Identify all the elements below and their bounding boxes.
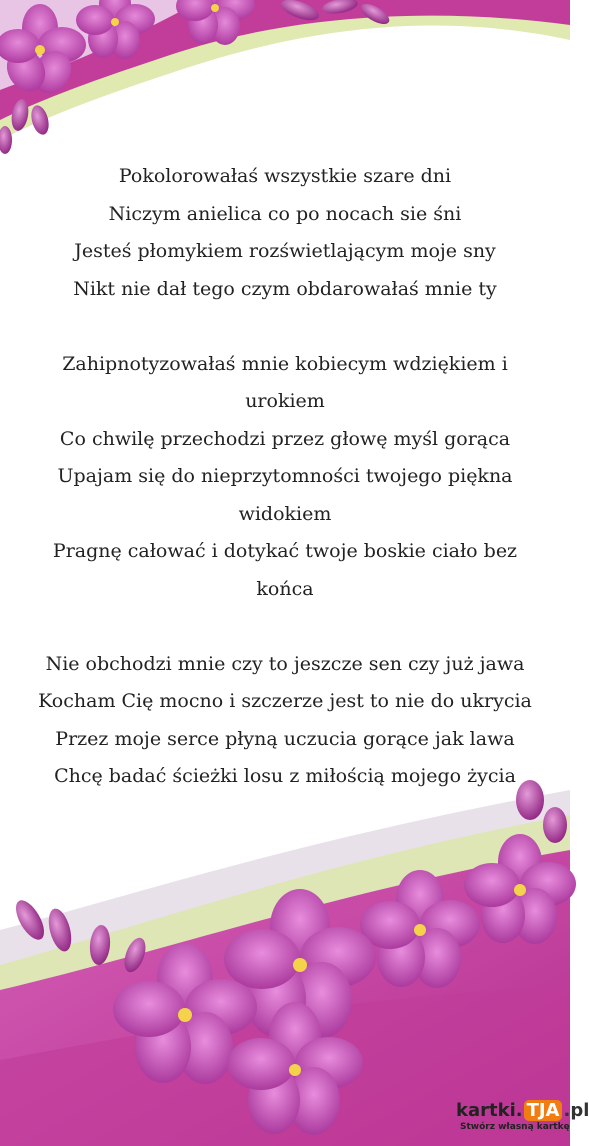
logo-tagline: Stwórz własną kartkę xyxy=(460,1122,570,1132)
stanza-1 xyxy=(0,158,570,308)
kartki-logo[interactable] xyxy=(456,1098,589,1138)
logo-wordmark xyxy=(456,1100,589,1121)
stanza-gap xyxy=(0,608,570,646)
poem-line: końca xyxy=(256,577,314,600)
poem-line: Co chwilę przechodzi przez głowę myśl gorąca xyxy=(59,427,511,450)
poem-line: Chcę badać ścieżki losu z miłością mojego życia xyxy=(54,765,516,787)
bottom-lilac-decoration xyxy=(0,770,570,1146)
logo-name-start: kartki. xyxy=(456,1100,523,1121)
poem-line: Kocham Cię mocno i szczerze jest to nie do ukrycia xyxy=(38,690,532,712)
poem-line: Nie obchodzi mnie czy to jeszcze sen czy już jawa xyxy=(45,652,525,675)
poem-line: Zahipnotyzowałaś mnie kobiecym wdziękiem i xyxy=(62,352,508,375)
poem-line: urokiem xyxy=(245,390,325,412)
logo-badge: TJA xyxy=(524,1100,563,1121)
stanza-gap xyxy=(0,308,570,346)
poem-line: Nikt nie dał tego czym obdarowałaś mnie ty xyxy=(73,277,497,300)
logo-tld: .pl xyxy=(563,1100,589,1121)
poem-line: Przez moje serce płyną uczucia gorące jak lawa xyxy=(55,727,515,750)
poem-line: Jesteś płomykiem rozświetlającym moje sny xyxy=(74,240,496,262)
poem-line: Upajam się do nieprzytomności twojego piękna xyxy=(57,465,513,487)
poem-line: Niczym anielica co po nocach sie śni xyxy=(108,202,462,225)
stanza-2 xyxy=(0,346,570,609)
poem-line: widokiem xyxy=(238,502,332,525)
poem-line: Pokolorowałaś wszystkie szare dni xyxy=(118,165,452,187)
poem-line: Pragnę całować i dotykać twoje boskie ciało bez xyxy=(52,540,518,562)
poem xyxy=(0,158,570,796)
